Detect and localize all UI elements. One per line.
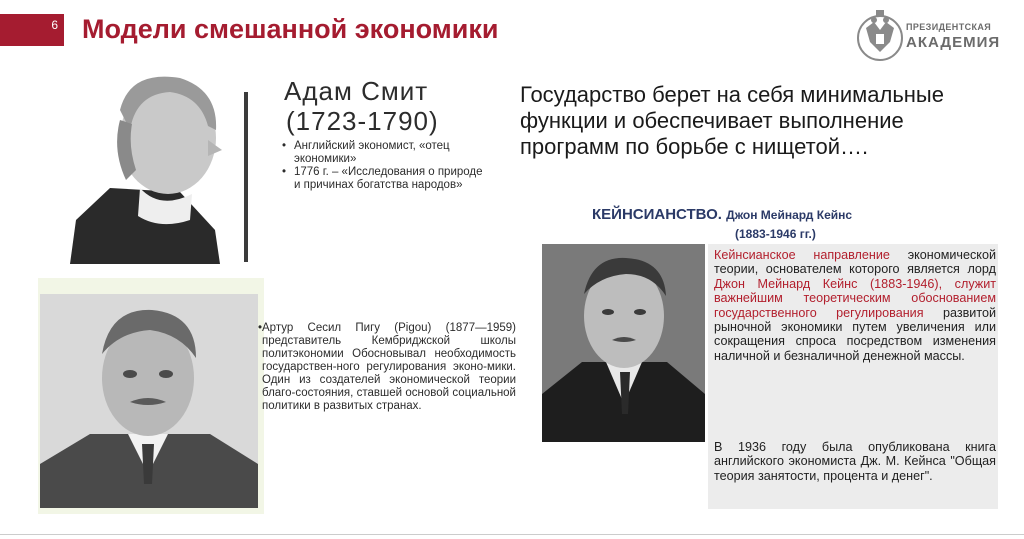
keynes-years: (1883-1946 гг.) (735, 227, 816, 241)
eagle-emblem-icon (856, 8, 904, 64)
logo-line2: АКАДЕМИЯ (906, 34, 1001, 51)
smith-bullet: • Английский экономист, «отец экономики» (282, 140, 492, 166)
adam-smith-portrait (40, 70, 236, 264)
keynesianism-heading (592, 206, 852, 223)
state-role-quote: Государство берет на себя минимальные функции и обеспечивает выполнение программ по борьбе с нищетой…. (520, 82, 944, 159)
keynes-name: Джон Мейнард Кейнс (726, 208, 853, 222)
keynes-portrait (542, 244, 705, 442)
pigou-text: Артур Сесил Пигу (Pigou) (1877—1959) представитель Кембриджской школы политэкономии Обосновывал необходимость государствен-ного регулирования эконо-мики. Один из создателей экономической теории благо-состояния, ставшей основой социальной политики в развитых странах. (262, 322, 516, 412)
smith-name: Адам Смит (284, 76, 429, 106)
keynes-red-2: Джон Мейнард Кейнс (1883-1946), служит важнейшим теоретическим обоснованием государственного регулирования (714, 276, 996, 320)
smith-bullet: • 1776 г. – «Исследования о природе и причинах богатства народов» (282, 166, 492, 192)
keynes-paragraph-1 (714, 248, 996, 363)
keynesianism-title: КЕЙНСИАНСТВО. (592, 206, 722, 223)
smith-bullets (282, 140, 492, 192)
keynes-text-2: развитой рыночной экономики путем увеличения или сокращения спроса посредством изменения наличной и безналичной денежной массы. (714, 305, 996, 363)
arthur-pigou-portrait (40, 294, 258, 508)
smith-divider (244, 92, 248, 262)
slide-number: 6 (51, 18, 58, 32)
academy-logo (856, 8, 1006, 68)
slide-title: Модели смешанной экономики (82, 14, 499, 44)
footer-divider (0, 534, 1024, 535)
logo-line1: ПРЕЗИДЕНТСКАЯ (906, 22, 992, 32)
keynes-text-1: экономической теории, основателем которого является лорд (714, 248, 996, 277)
pigou-bullet-mark: • (258, 322, 263, 334)
keynes-red-1: Кейнсианское направление (714, 248, 890, 262)
slide-number-badge (0, 14, 64, 46)
smith-years: (1723-1790) (286, 106, 439, 136)
keynes-paragraph-2: В 1936 году была опубликована книга английского экономиста Дж. М. Кейнса "Общая теория занятости, процента и денег". (714, 440, 996, 483)
